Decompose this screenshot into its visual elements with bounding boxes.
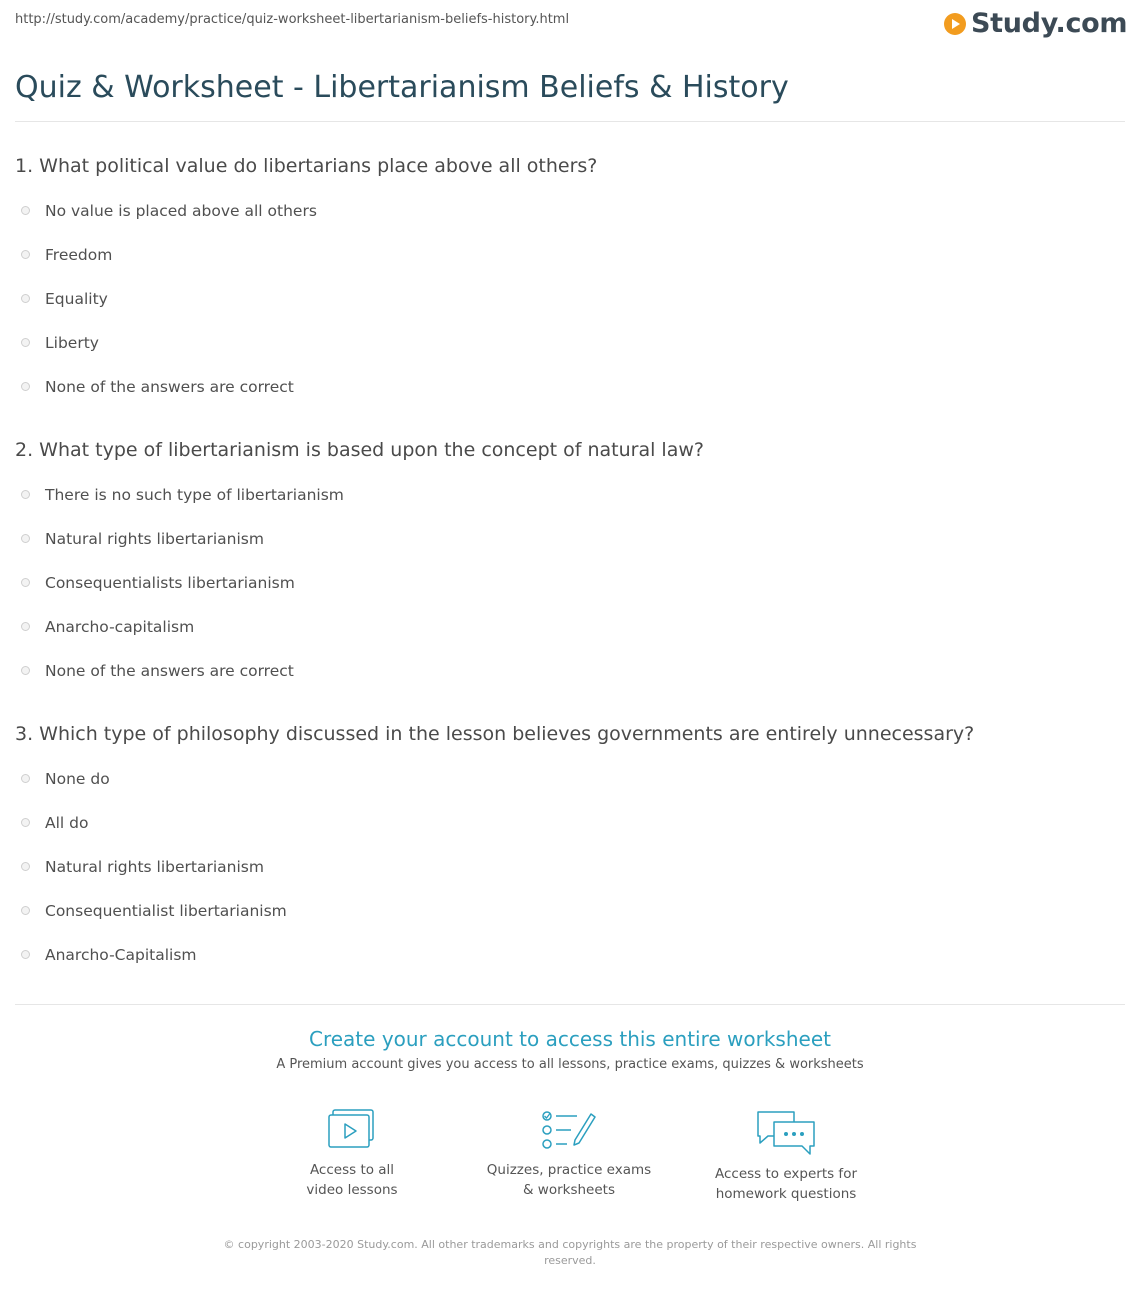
page-title: Quiz & Worksheet - Libertarianism Beliefs & History — [15, 70, 789, 105]
answer-label: Anarcho-Capitalism — [45, 946, 197, 964]
radio-button[interactable] — [21, 950, 30, 959]
radio-button[interactable] — [21, 818, 30, 827]
radio-button[interactable] — [21, 666, 30, 675]
chat-bubbles-icon — [754, 1108, 818, 1156]
feature-video-lessons — [262, 1108, 442, 1200]
answers-question-3 — [21, 770, 287, 990]
radio-button[interactable] — [21, 294, 30, 303]
question-3: 3. Which type of philosophy discussed in the lesson believes governments are entirely unnecessary? — [15, 723, 975, 745]
answer-option[interactable] — [21, 202, 317, 246]
answer-label: None of the answers are correct — [45, 662, 294, 680]
radio-button[interactable] — [21, 622, 30, 631]
radio-button[interactable] — [21, 490, 30, 499]
create-account-link[interactable]: Create your account to access this entire worksheet — [309, 1027, 831, 1051]
play-logo-icon — [944, 13, 966, 35]
question-2: 2. What type of libertarianism is based upon the concept of natural law? — [15, 439, 704, 461]
answer-option[interactable] — [21, 814, 287, 858]
answer-option[interactable] — [21, 246, 317, 290]
answer-option[interactable] — [21, 530, 344, 574]
answers-question-1 — [21, 202, 317, 422]
radio-button[interactable] — [21, 206, 30, 215]
feature-quizzes — [479, 1108, 659, 1200]
answer-label: Natural rights libertarianism — [45, 858, 264, 876]
answer-option[interactable] — [21, 770, 287, 814]
logo-text: Study.com — [971, 8, 1128, 39]
radio-button[interactable] — [21, 578, 30, 587]
study-logo[interactable] — [944, 8, 1127, 39]
answer-option[interactable] — [21, 858, 287, 902]
answer-label: None do — [45, 770, 110, 788]
feature-label: Access to all video lessons — [306, 1162, 398, 1198]
page-url: http://study.com/academy/practice/quiz-worksheet-libertarianism-beliefs-history.html — [15, 12, 570, 27]
answer-label: Equality — [45, 290, 108, 308]
answer-option[interactable] — [21, 290, 317, 334]
answer-option[interactable] — [21, 334, 317, 378]
video-lessons-icon — [326, 1108, 378, 1152]
feature-experts — [696, 1108, 876, 1204]
answers-question-2 — [21, 486, 344, 706]
answer-label: Consequentialist libertarianism — [45, 902, 287, 920]
answer-label: Freedom — [45, 246, 113, 264]
answer-option[interactable] — [21, 902, 287, 946]
radio-button[interactable] — [21, 862, 30, 871]
radio-button[interactable] — [21, 250, 30, 259]
radio-button[interactable] — [21, 382, 30, 391]
radio-button[interactable] — [21, 906, 30, 915]
answer-label: No value is placed above all others — [45, 202, 317, 220]
answer-option[interactable] — [21, 618, 344, 662]
question-1: 1. What political value do libertarians place above all others? — [15, 155, 598, 177]
radio-button[interactable] — [21, 338, 30, 347]
feature-label: Quizzes, practice exams & worksheets — [486, 1162, 652, 1198]
section-divider — [15, 1004, 1125, 1005]
radio-button[interactable] — [21, 774, 30, 783]
cta-subtitle: A Premium account gives you access to all lessons, practice exams, quizzes & worksheets — [276, 1057, 864, 1072]
answer-label: Natural rights libertarianism — [45, 530, 264, 548]
answer-label: Liberty — [45, 334, 99, 352]
quiz-checklist-icon — [541, 1108, 597, 1152]
feature-label: Access to experts for homework questions — [714, 1166, 857, 1202]
answer-label: Anarcho-capitalism — [45, 618, 195, 636]
answer-option[interactable] — [21, 378, 317, 422]
title-divider — [15, 121, 1125, 122]
radio-button[interactable] — [21, 534, 30, 543]
answer-label: There is no such type of libertarianism — [45, 486, 344, 504]
answer-option[interactable] — [21, 574, 344, 618]
answer-option[interactable] — [21, 662, 344, 706]
answer-option[interactable] — [21, 486, 344, 530]
answer-label: All do — [45, 814, 89, 832]
answer-option[interactable] — [21, 946, 287, 990]
answer-label: Consequentialists libertarianism — [45, 574, 295, 592]
copyright-footer: © copyright 2003-2020 Study.com. All other trademarks and copyrights are the property of their respective owners. All rights reserved. — [223, 1238, 917, 1267]
answer-label: None of the answers are correct — [45, 378, 294, 396]
